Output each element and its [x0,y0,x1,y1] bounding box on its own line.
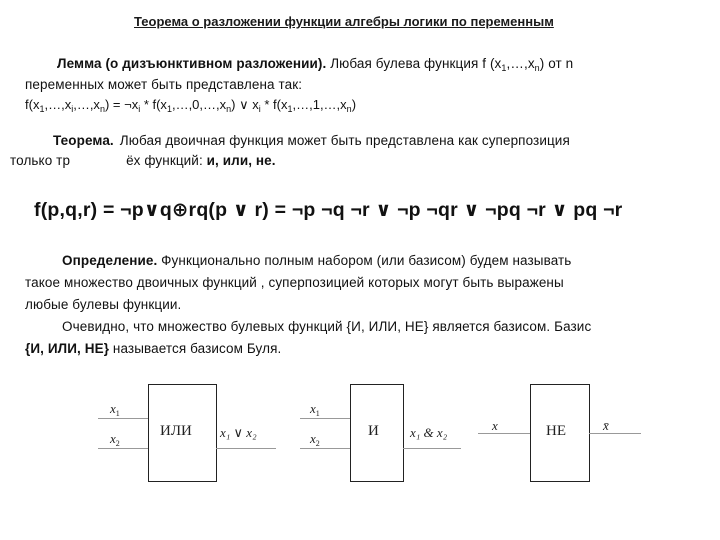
or-output-wire [216,448,276,449]
lemma-formula-part: ,…,1,…,x [292,97,347,112]
lemma-text-1: Любая булева функция f (x [326,56,502,71]
lemma-formula-part: ) [351,97,357,112]
or-input-1-wire [98,418,148,419]
lemma-formula-part: f(x [25,97,40,112]
lemma-formula-part: ) ∨ x [231,97,259,112]
lemma-heading: Лемма (о дизъюнктивном разложении). [57,56,327,71]
and-input-2-wire [300,448,350,449]
or-input-2-label: $x_2$ [110,431,120,448]
definition-line-3: любые булевы функции. [25,297,182,312]
theorem-line-1 [53,133,705,148]
and-output-label: x₁ & x₂ [410,425,448,440]
page-title: Теорема о разложении функции алгебры логики по переменным [134,14,554,29]
lemma-formula-part: 1 [287,104,293,114]
or-input-2-wire [98,448,148,449]
lemma-line-2: переменных может быть представлена так: [25,77,303,92]
definition-line-2: такое множество двоичных функций , суперпозицией которых могут быть выражены [25,275,564,290]
and-gate-label: И [368,423,379,439]
basis-line-2: {И, ИЛИ, НЕ} называется базисом Буля. [25,341,282,356]
not-input-label: x [492,418,498,433]
lemma-formula-part: i [258,104,261,114]
lemma-formula-part: * f(x [260,97,288,112]
theorem-line-2: только тр ёх функций: и, или, не. [10,153,276,168]
lemma-formula-part: n [99,104,105,114]
lemma-formula-part: * f(x [140,97,167,112]
lemma-formula-part: ,…,x [73,97,100,112]
or-input-1-label: $x_1$ [110,401,120,418]
and-input-1-label: $x_1$ [310,401,320,418]
lemma-formula-part: n [346,104,352,114]
and-input-2-label: $x_2$ [310,431,320,448]
not-gate-label: НЕ [546,423,566,439]
not-output-label: x̄ [603,418,609,433]
main-formula: f(p,q,r) = ¬p∨q⊕rq(p ∨ r) = ¬p ¬q ¬r ∨ ¬p ¬qr ∨ ¬pq ¬r ∨ pq ¬r [34,199,623,221]
lemma-formula [25,97,356,114]
lemma-formula-part: i [71,104,74,114]
definition-heading: Определение. [62,253,158,268]
basis-line-1: Очевидно, что множество булевых функций {И, ИЛИ, НЕ} является базисом. Базис [62,319,592,334]
or-gate-label: ИЛИ [160,423,192,439]
lemma-formula-part: ,…,x [44,97,72,112]
theorem-heading: Теорема. [53,133,114,148]
or-output-label: x₁ ∨ x₂ [220,425,257,440]
lemma-line-1: Лемма (о дизъюнктивном разложении). Любая булева функция f $(x_1,\dots,x_n)$ от n [57,56,574,73]
lemma-formula-part: 1 [39,104,45,114]
lemma-formula-part: ,…,0,…,x [171,97,227,112]
theorem-text: Любая двоичная функция может быть представлена как суперпозиция [119,133,570,148]
lemma-formula-part: ) = ¬x [104,97,139,112]
not-input-wire [478,433,530,434]
lemma-formula-part: n [226,104,232,114]
and-output-wire [403,448,461,449]
not-output-wire [589,433,641,434]
lemma-formula-part: i [138,104,141,114]
and-input-1-wire [300,418,350,419]
definition-text: Функционально полным набором (или базисом) будем называть [161,253,572,268]
lemma-formula-part: 1 [166,104,172,114]
definition-line-1 [62,253,571,268]
